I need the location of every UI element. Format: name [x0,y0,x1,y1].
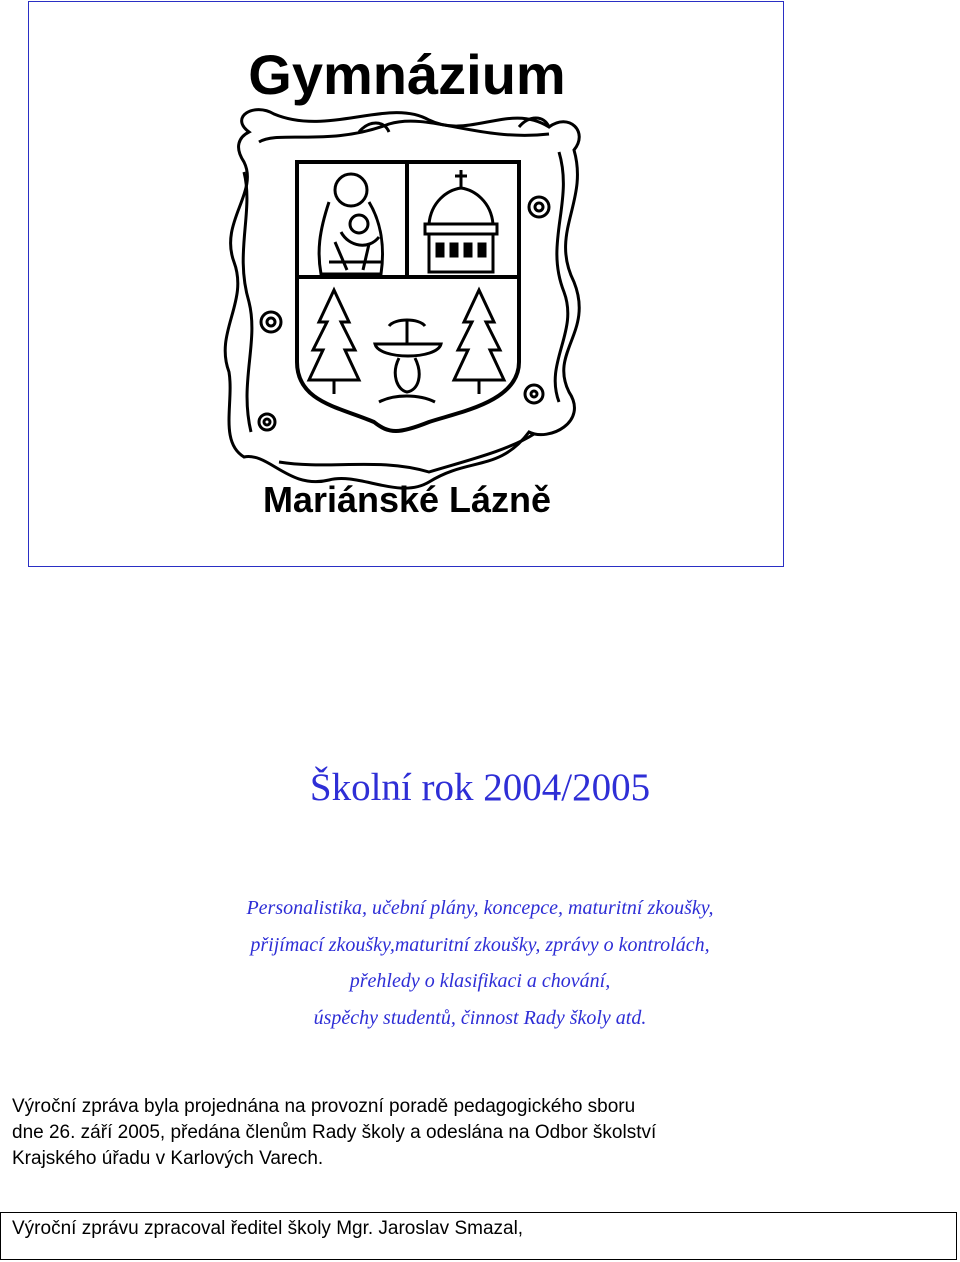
trees-and-fountain [309,290,504,402]
domed-church [425,170,497,272]
report-contents-summary [0,890,960,1036]
logo-bottom-text: Mariánské Lázně [262,479,552,520]
author-statement-box: Výroční zprávu zpracoval ředitel školy Mgr. Jaroslav Smazal, [0,1212,957,1260]
summary-line: úspěchy studentů, činnost Rady školy atd. [313,1006,647,1029]
madonna-figure [319,174,382,274]
school-crest-image [29,2,785,568]
report-line: dne 26. září 2005, předána členům Rady školy a odeslána na Odbor školství [12,1122,657,1143]
school-year-title: Školní rok 2004/2005 [309,766,651,809]
report-line: Výroční zpráva byla projednána na provozní poradě pedagogického sboru [12,1096,636,1117]
logo-top-text: Gymnázium [248,43,566,106]
summary-line: Personalistika, učební plány, koncepce, maturitní zkoušky, [246,897,714,919]
summary-line: přehledy o klasifikaci a chování, [349,970,611,992]
summary-line: přijímací zkoušky,maturitní zkoušky, zprávy o kontrolách, [250,933,710,956]
school-logo [28,1,784,567]
report-line: Krajského úřadu v Karlových Varech. [12,1148,324,1169]
report-approval-paragraph [12,1094,942,1172]
